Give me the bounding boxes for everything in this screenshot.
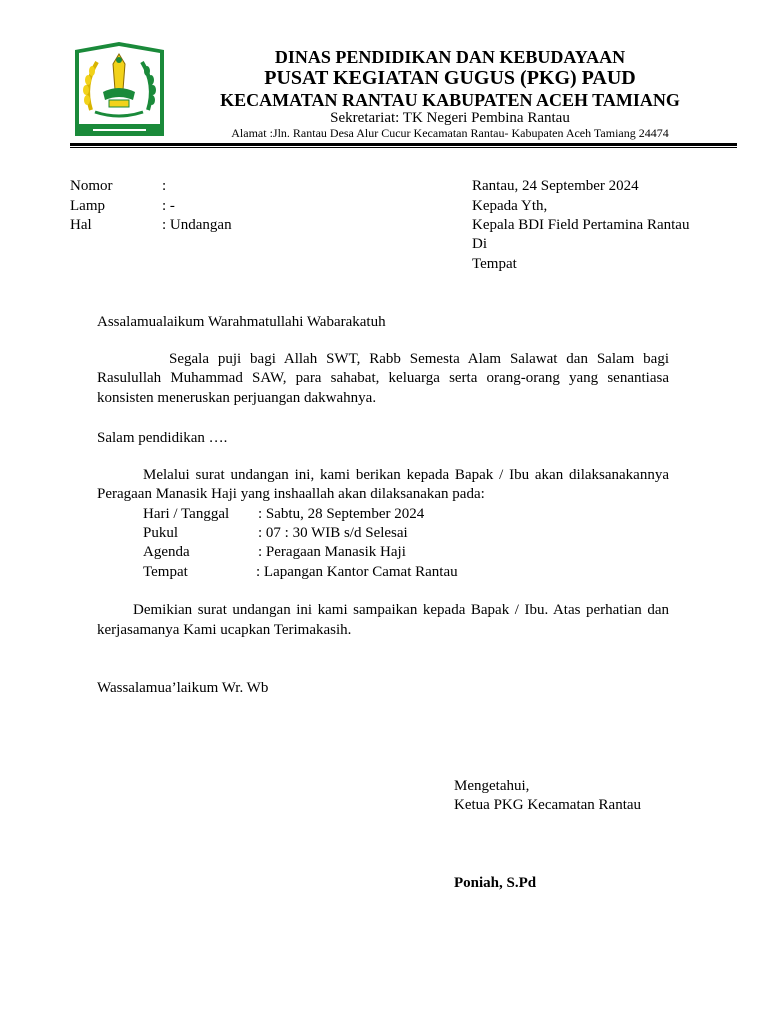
lamp-label: Lamp: [70, 198, 105, 214]
letter-date: Rantau, 24 September 2024: [472, 178, 639, 194]
nomor-value: :: [162, 178, 167, 194]
event-day-value: : Sabtu, 28 September 2024: [258, 506, 425, 522]
event-day-label: Hari / Tanggal: [143, 506, 230, 522]
paragraph-1-line-1: Segala puji bagi Allah SWT, Rabb Semesta Alam Salawat dan Salam bagi: [169, 351, 669, 367]
event-time-label: Pukul: [143, 525, 179, 541]
signature-name: Poniah, S.Pd: [454, 875, 537, 891]
paragraph-2-line-2: Peragaan Manasik Haji yang inshaallah akan dilaksanakan pada:: [97, 486, 485, 502]
signature-title: Ketua PKG Kecamatan Rantau: [454, 797, 642, 813]
paragraph-3-line-1: Demikian surat undangan ini kami sampaikan kepada Bapak / Ibu. Atas perhatian dan: [133, 602, 669, 618]
recipient-place: Tempat: [472, 256, 517, 272]
salam-pendidikan: Salam pendidikan ….: [97, 430, 228, 446]
header-divider-thin: [70, 147, 737, 148]
recipient-salutation: Kepada Yth,: [472, 198, 548, 214]
signature-known: Mengetahui,: [454, 778, 530, 794]
lamp-value: : -: [162, 198, 175, 214]
paragraph-1-line-3: konsisten meneruskan perjuangan dakwahnya.: [97, 390, 377, 406]
recipient-name: Kepala BDI Field Pertamina Rantau: [472, 217, 690, 233]
district-name: KECAMATAN RANTAU KABUPATEN ACEH TAMIANG: [220, 90, 680, 110]
secretariat: Sekretariat: TK Negeri Pembina Rantau: [330, 110, 570, 126]
organization-name: PUSAT KEGIATAN GUGUS (PKG) PAUD: [264, 67, 636, 89]
event-place-label: Tempat: [143, 564, 188, 580]
closing-greeting: Wassalamua’laikum Wr. Wb: [97, 680, 269, 696]
hal-label: Hal: [70, 217, 92, 233]
event-place-value: : Lapangan Kantor Camat Rantau: [256, 564, 458, 580]
hal-value: : Undangan: [162, 217, 232, 233]
event-agenda-label: Agenda: [143, 544, 190, 560]
paragraph-3-line-2: kerjasamanya Kami ucapkan Terimakasih.: [97, 622, 352, 638]
paragraph-1-line-2: Rasulullah Muhammad SAW, para sahabat, keluarga serta orang-orang yang senantiasa: [97, 370, 669, 386]
paragraph-2-line-1: Melalui surat undangan ini, kami berikan kepada Bapak / Ibu akan dilaksanakannya: [143, 467, 669, 483]
address: Alamat :Jln. Rantau Desa Alur Cucur Kecamatan Rantau- Kabupaten Aceh Tamiang 24474: [231, 126, 669, 140]
nomor-label: Nomor: [70, 178, 113, 194]
event-agenda-value: : Peragaan Manasik Haji: [258, 544, 406, 560]
header-divider-thick: [70, 143, 737, 146]
agency-name: DINAS PENDIDIKAN DAN KEBUDAYAAN: [274, 47, 626, 67]
recipient-di: Di: [472, 236, 487, 252]
greeting: Assalamualaikum Warahmatullahi Wabarakatuh: [97, 314, 386, 330]
event-time-value: : 07 : 30 WIB s/d Selesai: [258, 525, 408, 541]
